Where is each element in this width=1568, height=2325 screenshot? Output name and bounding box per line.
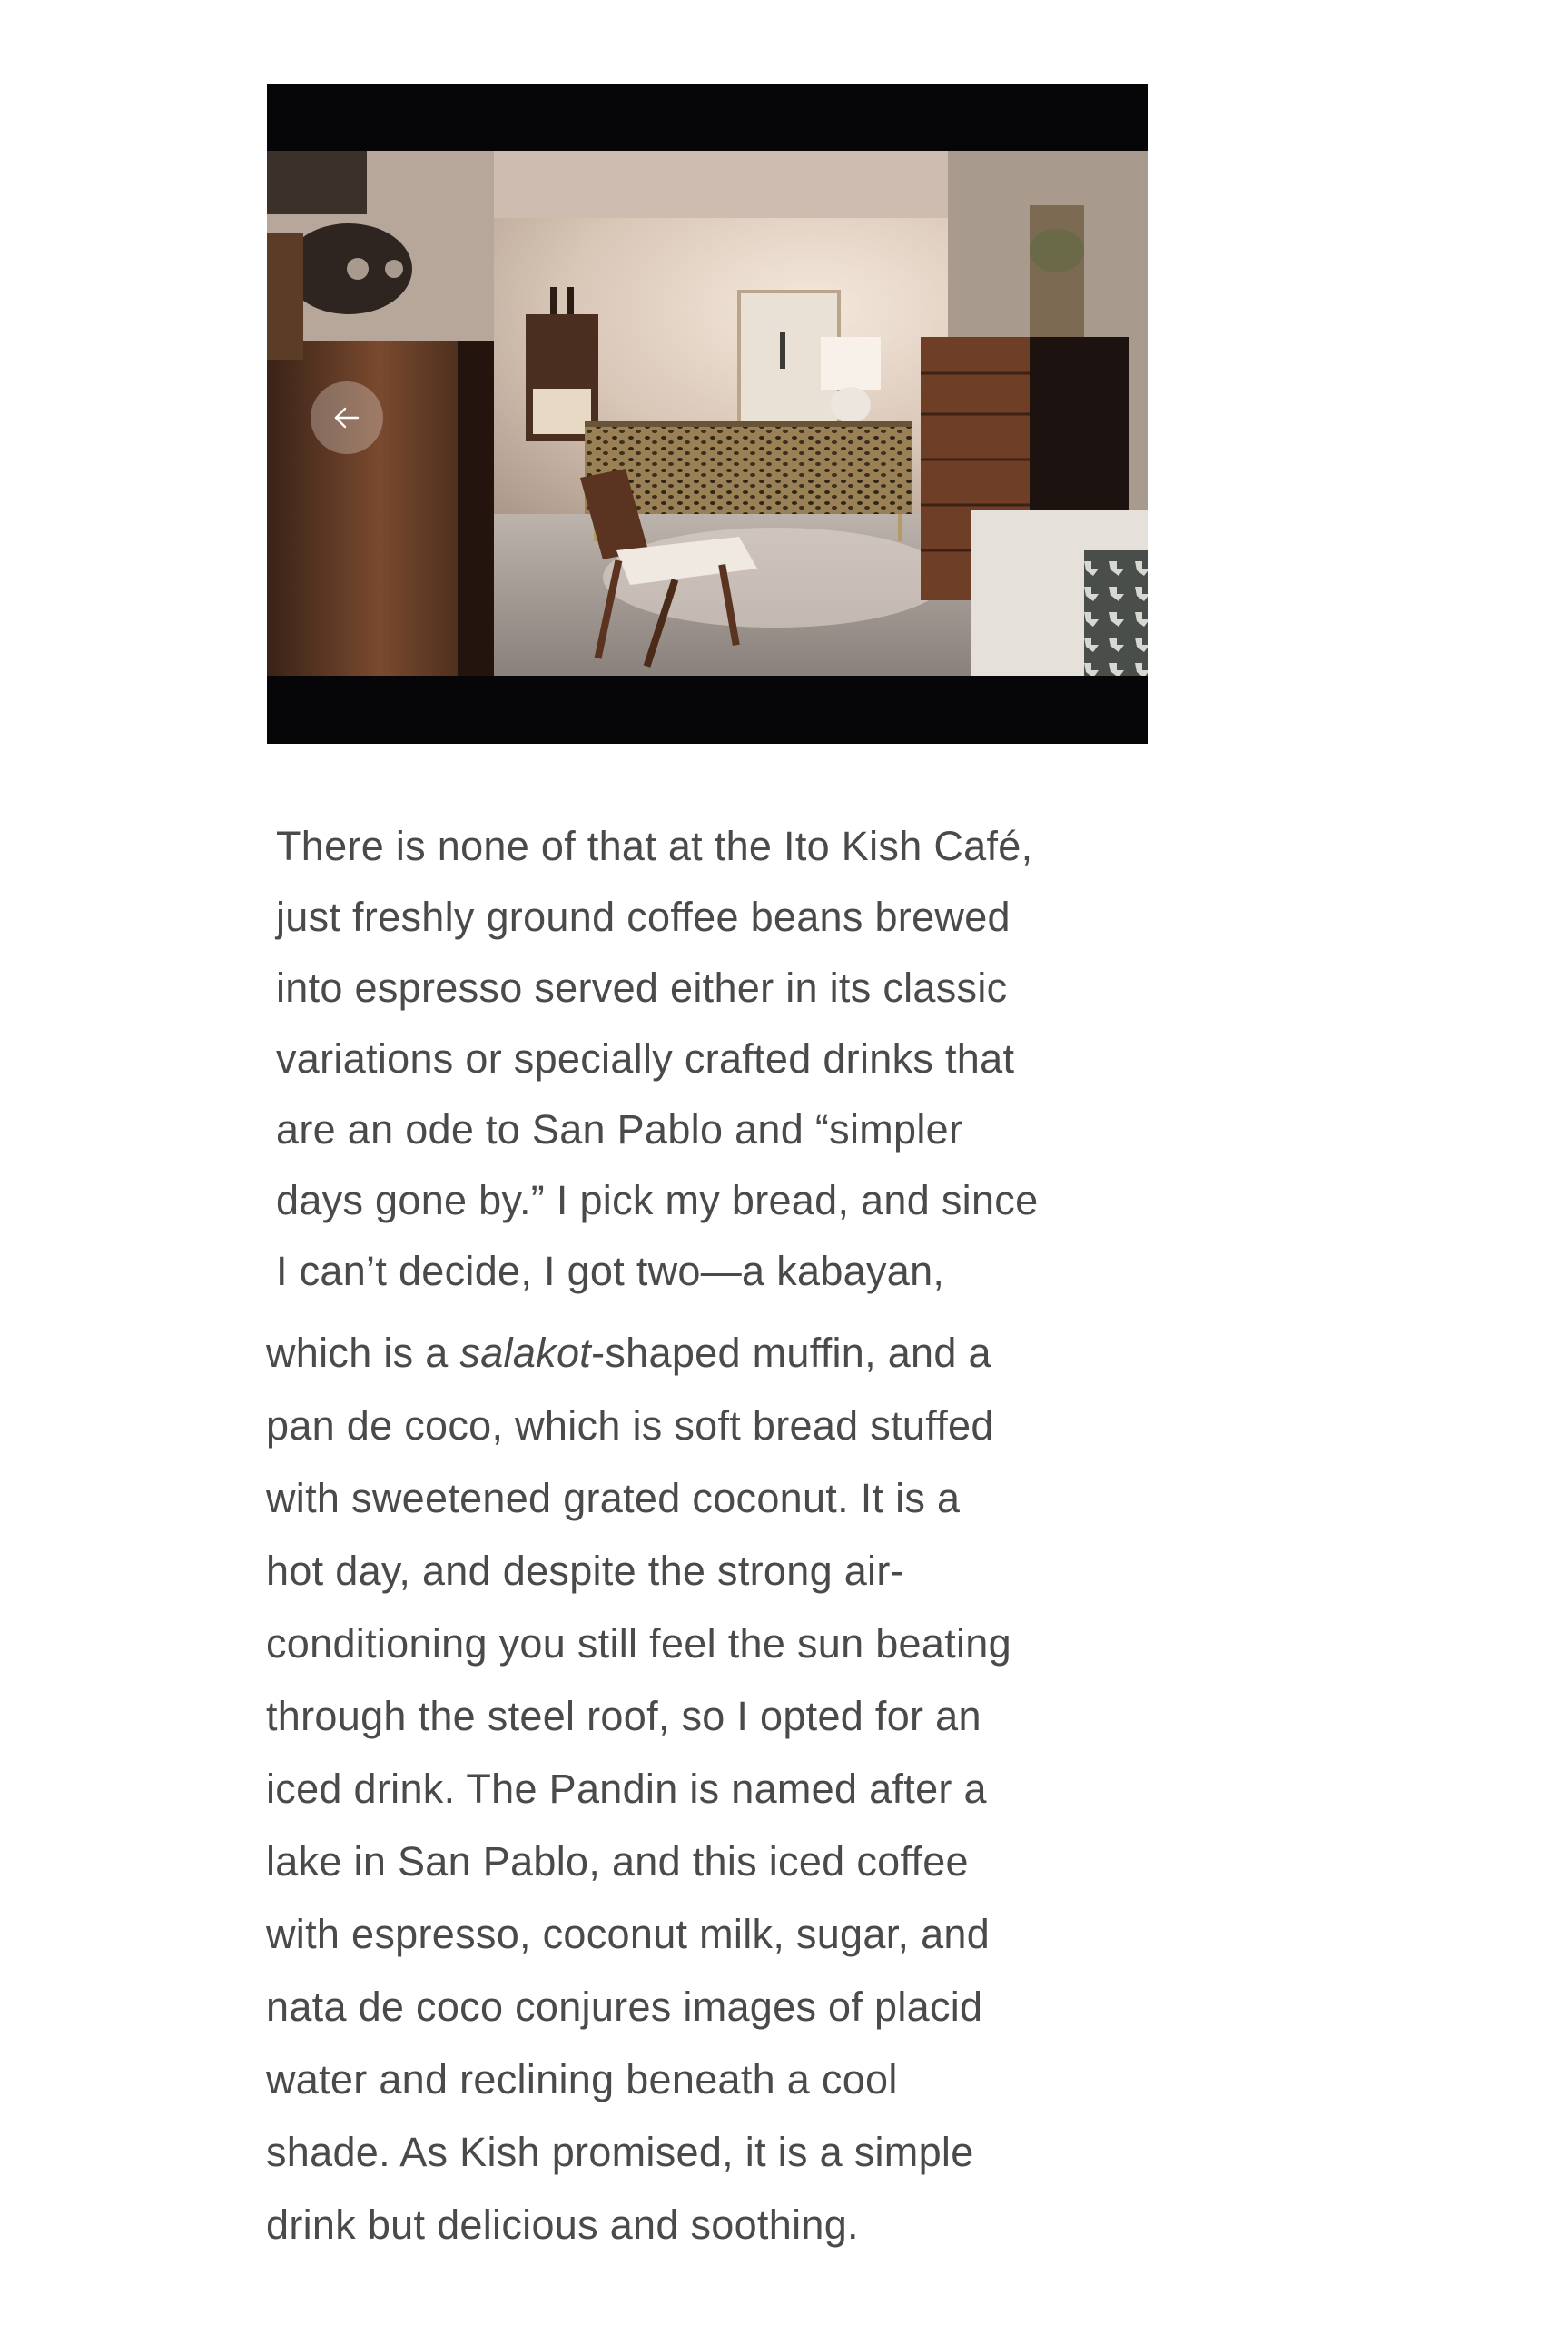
paragraph-line: hot day, and despite the strong air- <box>266 1548 904 1594</box>
paragraph-line: into espresso served either in its classic <box>276 965 1008 1011</box>
line-text: -shaped muffin, and a <box>591 1330 991 1376</box>
paragraph-line: nata de coco conjures images of placid <box>266 1984 983 2030</box>
paragraph-line: There is none of that at the Ito Kish Café, <box>276 823 1033 869</box>
paragraph-line: pan de coco, which is soft bread stuffed <box>266 1402 994 1449</box>
paragraph-line: I can’t decide, I got two—a kabayan, <box>276 1248 945 1294</box>
arrow-left-icon <box>329 400 365 436</box>
paragraph-line: conditioning you still feel the sun beating <box>266 1620 1011 1667</box>
paragraph-line: through the steel roof, so I opted for an <box>266 1693 981 1739</box>
paragraph-line: water and reclining beneath a cool <box>266 2056 898 2102</box>
line-text: which is a <box>266 1330 460 1376</box>
paragraph-line: shade. As Kish promised, it is a simple <box>266 2129 974 2175</box>
paragraph-line: are an ode to San Pablo and “simpler <box>276 1106 963 1153</box>
carousel-prev-button[interactable] <box>311 381 383 454</box>
interior-photo <box>267 151 1148 676</box>
paragraph-line: lake in San Pablo, and this iced coffee <box>266 1838 969 1885</box>
paragraph-line: days gone by.” I pick my bread, and since <box>276 1177 1039 1223</box>
paragraph-line: just freshly ground coffee beans brewed <box>276 894 1011 940</box>
paragraph-line <box>266 1317 1174 1390</box>
italic-term: salakot <box>459 1330 592 1376</box>
article-paragraph-1 <box>276 811 1175 1307</box>
paragraph-line: variations or specially crafted drinks that <box>276 1035 1015 1082</box>
image-carousel <box>267 84 1148 744</box>
paragraph-line: with espresso, coconut milk, sugar, and <box>266 1911 991 1957</box>
article-paragraph-2 <box>266 1317 1174 2261</box>
carousel-photo <box>267 151 1148 676</box>
paragraph-line: iced drink. The Pandin is named after a <box>266 1766 987 1812</box>
paragraph-line: drink but delicious and soothing. <box>266 2201 859 2248</box>
paragraph-line: with sweetened grated coconut. It is a <box>266 1475 961 1521</box>
